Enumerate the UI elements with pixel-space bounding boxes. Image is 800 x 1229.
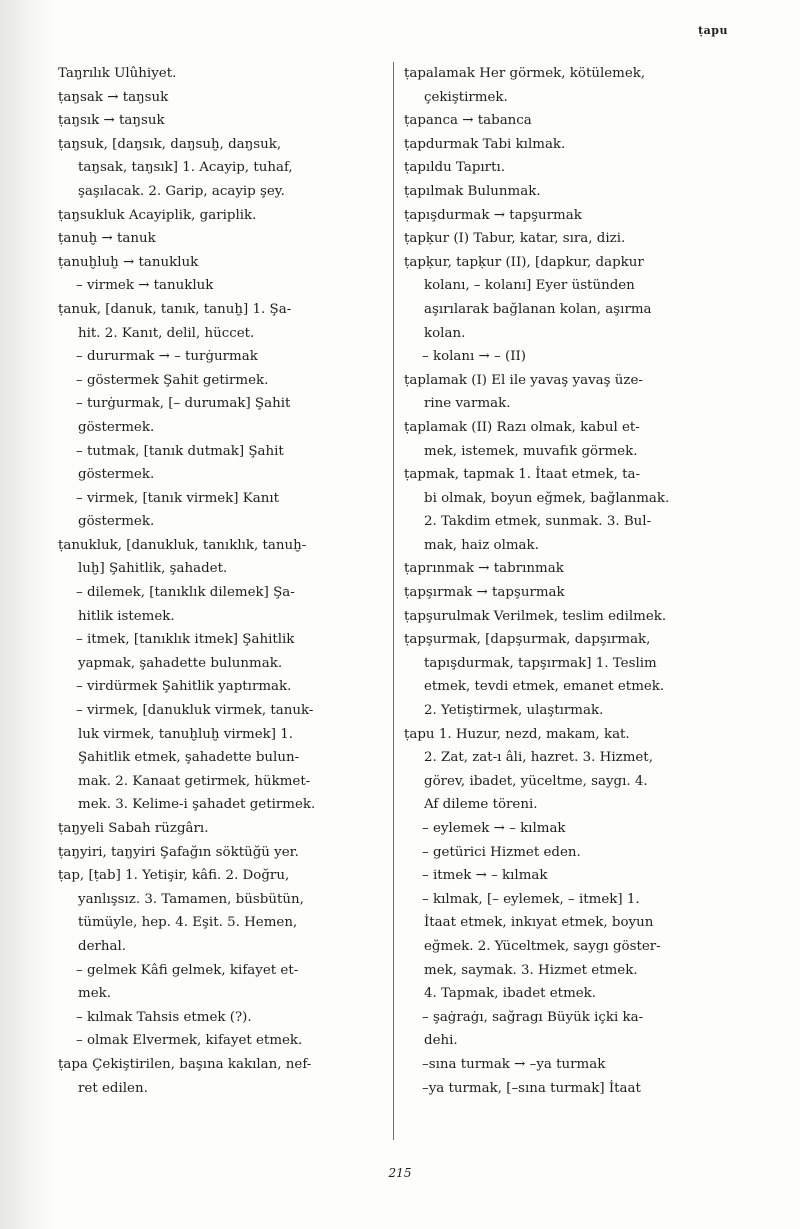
dictionary-line: – getürici Hizmet eden. xyxy=(422,844,581,860)
dictionary-line: mek. xyxy=(78,986,111,1002)
dictionary-line: Şahitlik etmek, şahadette bulun- xyxy=(78,750,300,766)
dictionary-line: yanlışsız. 3. Tamamen, büsbütün, xyxy=(78,891,304,907)
dictionary-line: ṭapḳur (I) Tabur, katar, sıra, dizi. xyxy=(404,231,626,247)
running-head: ṭapu xyxy=(698,24,728,37)
left-column xyxy=(58,62,384,1100)
dictionary-line: – kılmak Tahsis etmek (?). xyxy=(76,1009,252,1025)
dictionary-line: ṭapanca → tabanca xyxy=(404,113,532,129)
dictionary-line: ṭanukluk, [danukluk, tanıklık, tanuḫ- xyxy=(58,537,307,553)
column-divider xyxy=(393,62,394,1140)
dictionary-line: ṭanuḫ → tanuk xyxy=(58,231,156,247)
dictionary-line: ṭaŋsık → taŋsuk xyxy=(58,113,165,129)
dictionary-line: ṭapşurulmak Verilmek, teslim edilmek. xyxy=(404,608,667,624)
dictionary-line: ṭanuḫluḫ → tanukluk xyxy=(58,254,199,270)
dictionary-line: mak. 2. Kanaat getirmek, hükmet- xyxy=(78,773,311,789)
dictionary-line: Taŋrılık Ulûhiyet. xyxy=(58,66,177,81)
dictionary-line: aşırılarak bağlanan kolan, aşırma xyxy=(424,301,652,317)
dictionary-line: –sına turmak → –ya turmak xyxy=(422,1056,606,1072)
dictionary-line: – gelmek Kâfi gelmek, kifayet et- xyxy=(76,962,299,978)
dictionary-line: ṭapalamak Her görmek, kötülemek, xyxy=(404,66,646,81)
dictionary-line: – kolanı → – (II) xyxy=(422,349,527,365)
dictionary-line: ṭapışdurmak → tapşurmak xyxy=(404,207,582,223)
dictionary-line: 2. Zat, zat-ı âli, hazret. 3. Hizmet, xyxy=(424,750,653,766)
dictionary-line: 4. Tapmak, ibadet etmek. xyxy=(424,986,597,1002)
dictionary-line: görev, ibadet, yüceltme, saygı. 4. xyxy=(424,773,648,789)
dictionary-line: 2. Yetiştirmek, ulaştırmak. xyxy=(424,703,604,719)
dictionary-line: ṭaŋsuk, [daŋsık, daŋsuḫ, daŋsuk, xyxy=(58,136,282,152)
dictionary-line: bi olmak, boyun eğmek, bağlanmak. xyxy=(424,490,670,506)
dictionary-line: yapmak, şahadette bulunmak. xyxy=(78,655,283,671)
dictionary-line: şaşılacak. 2. Garip, acayip şey. xyxy=(78,183,285,199)
dictionary-line: – kılmak, [– eylemek, – itmek] 1. xyxy=(422,891,640,907)
dictionary-line: ṭaŋyeli Sabah rüzgârı. xyxy=(58,821,209,836)
dictionary-line: ṭapşurmak, [dapşurmak, dapşırmak, xyxy=(404,632,651,648)
dictionary-line: rine varmak. xyxy=(424,396,511,412)
dictionary-line: derhal. xyxy=(78,938,127,954)
dictionary-line: ṭap, [ṭab] 1. Yetişir, kâfi. 2. Doğru, xyxy=(58,868,290,884)
dictionary-line: – turġurmak, [– durumak] Şahit xyxy=(76,396,291,412)
dictionary-line: mek, istemek, muvafık görmek. xyxy=(424,443,638,459)
page-number: 215 xyxy=(388,1166,412,1180)
dictionary-line: ṭaŋyiri, taŋyiri Şafağın söktüğü yer. xyxy=(58,844,299,860)
dictionary-line: ṭapdurmak Tabi kılmak. xyxy=(404,136,566,152)
dictionary-line: mek, saymak. 3. Hizmet etmek. xyxy=(424,962,638,978)
dictionary-line: mak, haiz olmak. xyxy=(424,537,539,553)
dictionary-line: etmek, tevdi etmek, emanet etmek. xyxy=(424,679,665,695)
dictionary-line: ṭapḳur, tapḳur (II), [dapkur, dapkur xyxy=(404,254,644,270)
dictionary-line: hitlik istemek. xyxy=(78,608,175,624)
right-column xyxy=(404,62,738,1100)
dictionary-line: ṭaplamak (I) El ile yavaş yavaş üze- xyxy=(404,372,643,388)
dictionary-line: 2. Takdim etmek, sunmak. 3. Bul- xyxy=(424,514,652,530)
dictionary-line: ṭapmak, tapmak 1. İtaat etmek, ta- xyxy=(404,467,640,483)
dictionary-line: ṭapa Çekiştirilen, başına kakılan, nef- xyxy=(58,1056,312,1072)
dictionary-line: Af dileme töreni. xyxy=(424,797,538,813)
dictionary-line: – eylemek → – kılmak xyxy=(422,821,566,836)
dictionary-line: – şaġraġı, sağragı Büyük içki ka- xyxy=(422,1009,644,1025)
dictionary-line: ṭapşırmak → tapşurmak xyxy=(404,585,565,601)
dictionary-line: göstermek. xyxy=(78,419,155,435)
dictionary-line: ṭanuk, [danuk, tanık, tanuḫ] 1. Şa- xyxy=(58,301,292,317)
dictionary-line: göstermek. xyxy=(78,467,155,483)
dictionary-line: ṭaŋsukluk Acayiplik, gariplik. xyxy=(58,207,257,223)
dictionary-line: – dilemek, [tanıklık dilemek] Şa- xyxy=(76,585,295,601)
dictionary-line: ṭaŋsak → taŋsuk xyxy=(58,89,169,105)
dictionary-line: tapışdurmak, tapşırmak] 1. Teslim xyxy=(424,655,657,671)
dictionary-line: ret edilen. xyxy=(78,1080,148,1096)
dictionary-line: hit. 2. Kanıt, delil, hüccet. xyxy=(78,325,255,341)
dictionary-line: – itmek, [tanıklık itmek] Şahitlik xyxy=(76,632,295,648)
dictionary-line: dehi. xyxy=(424,1033,458,1049)
dictionary-line: İtaat etmek, inkıyat etmek, boyun xyxy=(424,915,654,931)
dictionary-line: luḫ] Şahitlik, şahadet. xyxy=(78,561,228,577)
dictionary-line: çekiştirmek. xyxy=(424,89,508,105)
dictionary-line: tümüyle, hep. 4. Eşit. 5. Hemen, xyxy=(78,915,298,931)
dictionary-line: – göstermek Şahit getirmek. xyxy=(76,372,269,388)
dictionary-line: ṭapıldu Tapırtı. xyxy=(404,160,506,176)
dictionary-line: taŋsak, taŋsık] 1. Acayip, tuhaf, xyxy=(78,160,293,176)
dictionary-line: kolanı, – kolanı] Eyer üstünden xyxy=(424,278,635,294)
dictionary-line: – dururmak → – turġurmak xyxy=(76,349,258,365)
dictionary-line: kolan. xyxy=(424,325,466,341)
dictionary-line: – virmek → tanukluk xyxy=(76,278,214,294)
dictionary-line: –ya turmak, [–sına turmak] İtaat xyxy=(422,1080,641,1096)
page-margin-shadow xyxy=(0,0,58,1229)
dictionary-line: ṭaplamak (II) Razı olmak, kabul et- xyxy=(404,419,640,435)
dictionary-line: – olmak Elvermek, kifayet etmek. xyxy=(76,1033,303,1049)
dictionary-line: eğmek. 2. Yüceltmek, saygı göster- xyxy=(424,938,661,954)
dictionary-line: – virmek, [danukluk virmek, tanuk- xyxy=(76,703,314,719)
dictionary-line: ṭaprınmak → tabrınmak xyxy=(404,561,564,577)
dictionary-line: – tutmak, [tanık dutmak] Şahit xyxy=(76,443,284,459)
dictionary-line: – itmek → – kılmak xyxy=(422,868,548,884)
dictionary-line: luk virmek, tanuḫluḫ virmek] 1. xyxy=(78,726,294,742)
dictionary-line: ṭapılmak Bulunmak. xyxy=(404,183,541,199)
dictionary-line: – virdürmek Şahitlik yaptırmak. xyxy=(76,679,292,695)
dictionary-line: – virmek, [tanık virmek] Kanıt xyxy=(76,490,280,506)
dictionary-line: göstermek. xyxy=(78,514,155,530)
dictionary-line: mek. 3. Kelime-i şahadet getirmek. xyxy=(78,797,316,813)
dictionary-line: ṭapu 1. Huzur, nezd, makam, kat. xyxy=(404,726,630,742)
